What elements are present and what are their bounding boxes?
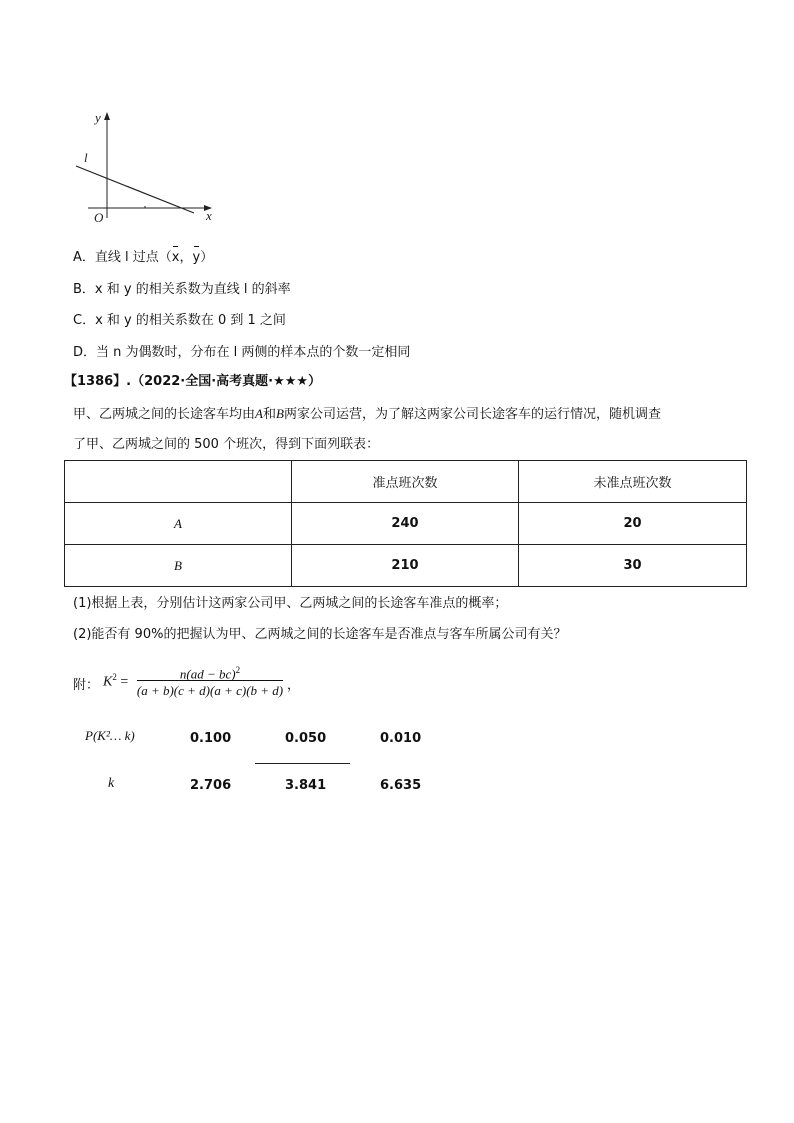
p-row-label: P(K²… k) xyxy=(85,728,135,743)
table-cell-on-time: 210 xyxy=(292,545,519,587)
table-cell-on-time: 240 xyxy=(292,503,519,545)
contingency-table xyxy=(64,460,747,587)
table-divider xyxy=(255,763,350,764)
table-cell-company: B xyxy=(65,545,292,587)
table-header-cell xyxy=(65,461,292,503)
formula-suffix: ， xyxy=(287,678,301,693)
y-axis-arrow xyxy=(104,112,110,120)
formula-lhs: $K^2$ = xyxy=(103,672,129,690)
option-b: B．x 和 y 的相关系数为直线 l 的斜率 xyxy=(73,282,291,297)
option-c: C．x 和 y 的相关系数在 0 到 1 之间 xyxy=(73,313,286,328)
formula-denominator: (a + b)(c + d)(a + c)(b + d) xyxy=(136,683,284,698)
option-d: D．当 n 为偶数时，分布在 l 两侧的样本点的个数一定相同 xyxy=(73,345,411,360)
k-value: 3.841 xyxy=(285,778,327,793)
x-bar: x xyxy=(171,250,180,265)
table-header-cell: 准点班次数 xyxy=(292,461,519,503)
y-bar: y xyxy=(192,250,201,265)
y-label: y xyxy=(95,110,101,125)
sub-question-1: (1)根据上表，分别估计这两家公司甲、乙两城之间的长途客车准点的概率； xyxy=(73,596,508,611)
origin-label: O xyxy=(94,210,104,225)
p-value: 0.050 xyxy=(285,731,327,746)
question-title: 【1386】.（2022·全国·高考真题·★★★） xyxy=(64,374,322,389)
question-stem-line1: 甲、乙两城之间的长途客车均由A和B两家公司运营，为了解这两家公司长途客车的运行情况，随机调查 xyxy=(73,406,661,422)
p-value: 0.010 xyxy=(380,731,422,746)
table-row xyxy=(65,545,747,587)
x-label: x xyxy=(206,208,212,223)
line-l xyxy=(76,166,194,213)
regression-line-graph xyxy=(70,108,220,228)
table-header-row xyxy=(65,461,747,503)
formula-prefix: 附： xyxy=(73,678,100,693)
table-cell-company: A xyxy=(65,503,292,545)
sub-question-2: (2)能否有 90%的把握认为甲、乙两城之间的长途客车是否准点与客车所属公司有关？ xyxy=(73,627,567,642)
k-value: 6.635 xyxy=(380,778,422,793)
table-row xyxy=(65,503,747,545)
k-row-label: k xyxy=(108,776,115,791)
question-stem-line2: 了甲、乙两城之间的 500 个班次，得到下面列联表： xyxy=(73,437,380,452)
line-l-label: l xyxy=(84,150,88,165)
table-cell-late: 30 xyxy=(519,545,747,587)
table-cell-late: 20 xyxy=(519,503,747,545)
formula-block xyxy=(73,660,373,706)
formula-fraction xyxy=(135,660,285,701)
p-value: 0.100 xyxy=(190,731,232,746)
table-header-cell: 未准点班次数 xyxy=(519,461,747,503)
k-value: 2.706 xyxy=(190,778,232,793)
formula-numerator: n(ad − bc)$^2$ xyxy=(179,665,241,682)
option-a: A．直线 l 过点（x，y） xyxy=(73,250,214,265)
